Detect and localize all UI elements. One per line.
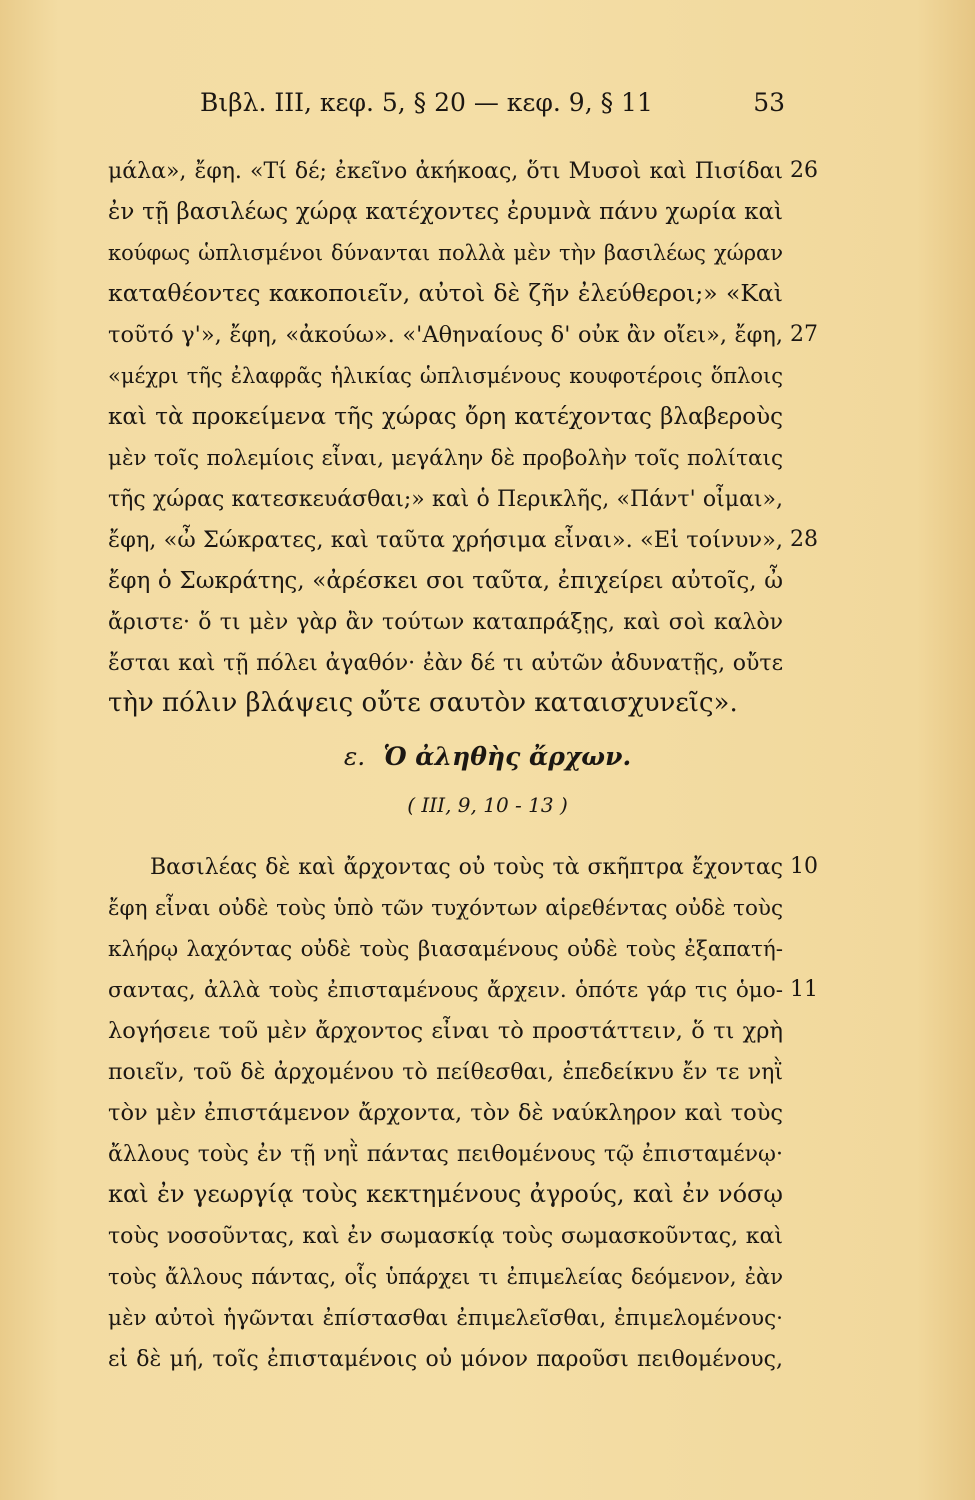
text-line: ἔσται καὶ τῇ πόλει ἀγαθόν· ἐὰν δέ τι αὐτῶν ἀδυνατῇς, οὔτε [108,651,783,676]
margin-number: 11 [790,977,818,1002]
text-line: καὶ τὰ προκείμενα τῆς χώρας ὄρη κατέχοντας βλαβεροὺς [108,404,783,430]
text-line: τῆς χώρας κατεσκευάσθαι;» καὶ ὁ Περικλῆς, «Πάντ' οἶμαι», [108,487,783,512]
margin-number: 27 [790,322,818,347]
text-line: κούφως ὡπλισμένοι δύνανται πολλὰ μὲν τὴν βασιλέως χώραν [108,241,783,265]
text-line: ἔφη ὁ Σωκράτης, «ἀρέσκει σοι ταῦτα, ἐπιχείρει αὐτοῖς, ὦ [108,568,783,594]
text-line: κλήρῳ λαχόντας οὐδὲ τοὺς βιασαμένους οὐδὲ τοὺς ἐξαπατή- [108,937,783,962]
text-line: ποιεῖν, τοῦ δὲ ἀρχομένου τὸ πείθεσθαι, ἐπεδείκνυ ἔν τε νηῒ [108,1060,783,1085]
margin-number: 10 [790,854,818,879]
paragraph-block-2 [108,846,818,1379]
text-line: ἄριστε· ὅ τι μὲν γὰρ ἂν τούτων καταπράξῃς, καὶ σοὶ καλὸν [108,610,783,635]
text-line: ἐν τῇ βασιλέως χώρᾳ κατέχοντες ἐρυμνὰ πάνυ χωρία καὶ [108,199,783,225]
text-line: ἄλλους τοὺς ἐν τῇ νηῒ πάντας πειθομένους τῷ ἐπισταμένῳ· [108,1142,783,1167]
text-line: τὸν μὲν ἐπιστάμενον ἄρχοντα, τὸν δὲ ναύκληρον καὶ τοὺς [108,1100,783,1126]
text-line: μὲν αὐτοὶ ἡγῶνται ἐπίστασθαι ἐπιμελεῖσθαι, ἐπιμελομένους· [108,1306,783,1331]
section-reference: ( III, 9, 10 - 13 ) [407,793,568,817]
text-line: τοῦτό γ'», ἔφη, «ἀκούω». «'Αθηναίους δ' οὐκ ἂν οἴει», ἔφη, 27 [108,314,783,355]
page-header [200,88,785,124]
text-line: τοὺς ἄλλους πάντας, οἷς ὑπάρχει τι ἐπιμελείας δεόμενον, ἐὰν [108,1265,783,1289]
text-line: τὴν πόλιν βλάψεις οὔτε σαυτὸν καταισχυνεῖς». [108,688,738,718]
paragraph-block-1 [108,150,818,724]
text-line: ἔφη εἶναι οὐδὲ τοὺς ὑπὸ τῶν τυχόντων αἱρεθέντας οὐδὲ τοὺς [108,896,783,921]
section-title: Ὁ ἀληθὴς ἄρχων. [383,742,632,771]
text-line: μὲν τοῖς πολεμίοις εἶναι, μεγάλην δὲ προβολὴν τοῖς πολίταις [108,446,783,471]
section-number: ε. [343,742,366,771]
text-line: τοὺς νοσοῦντας, καὶ ἐν σωμασκίᾳ τοὺς σωμασκοῦντας, καὶ [108,1224,783,1249]
margin-number: 28 [790,527,818,552]
margin-number: 26 [790,158,818,183]
running-title: Βιβλ. ΙΙΙ, κεφ. 5, § 20 — κεφ. 9, § 11 [200,88,653,117]
page-number: 53 [753,88,785,117]
text-line: «μέχρι τῆς ἐλαφρᾶς ἡλικίας ὡπλισμένους κουφοτέροις ὅπλοις [108,364,783,388]
text-line: Βασιλέας δὲ καὶ ἄρχοντας οὐ τοὺς τὰ σκῆπτρα ἔχοντας 10 [108,846,783,887]
text-line: εἰ δὲ μή, τοῖς ἐπισταμένοις οὐ μόνον παροῦσι πειθομένους, [108,1347,783,1372]
text-line: καὶ ἐν γεωργίᾳ τοὺς κεκτημένους ἀγρούς, καὶ ἐν νόσῳ [108,1180,783,1208]
text-line: σαντας, ἀλλὰ τοὺς ἐπισταμένους ἄρχειν. ὁπότε γάρ τις ὁμο- 11 [108,969,783,1010]
text-line: καταθέοντες κακοποιεῖν, αὐτοὶ δὲ ζῆν ἐλεύθεροι;» «Καὶ [108,279,783,307]
text-line: μάλα», ἔφη. «Τί δέ; ἐκεῖνο ἀκήκοας, ὅτι Μυσοὶ καὶ Πισίδαι 26 [108,150,783,191]
text-line: ἔφη, «ὦ Σώκρατες, καὶ ταῦτα χρήσιμα εἶναι». «Εἰ τοίνυν», 28 [108,519,783,560]
text-line: λογήσειε τοῦ μὲν ἄρχοντος εἶναι τὸ προστάττειν, ὅ τι χρὴ [108,1018,783,1044]
section-heading [0,742,975,771]
